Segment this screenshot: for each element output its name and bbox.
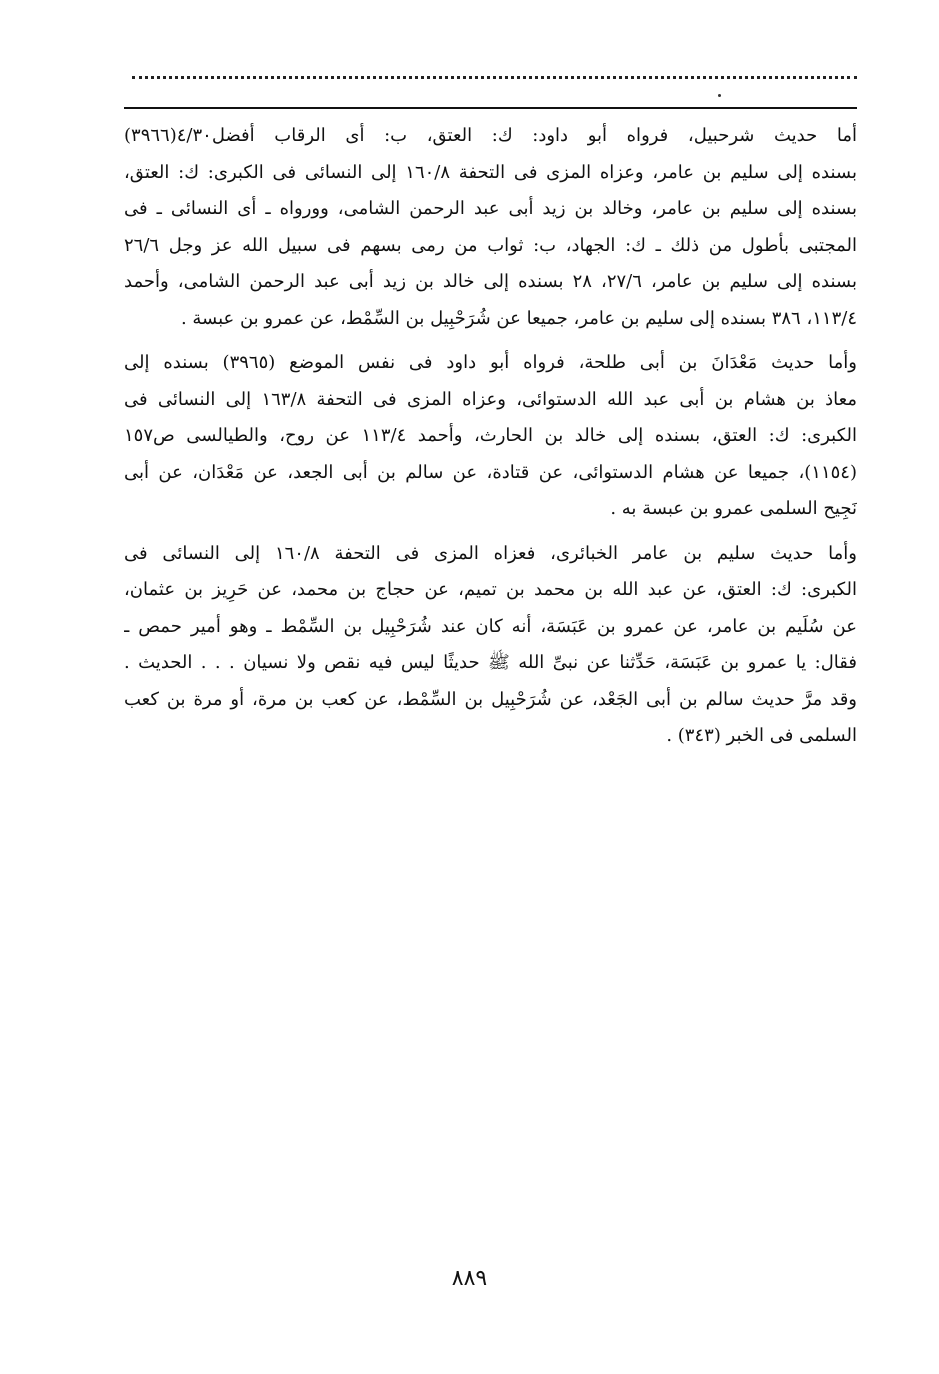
text-line: أما حديث شرحبيل، فرواه أبو داود: ك: العتق، ب: أى الرقاب أفضل٤/٣٠(٣٩٦٦) [124,125,857,146]
text-line: وأما حديث سليم بن عامر الخبائرى، فعزاه المزى فى التحفة ١٦٠/٨ إلى النسائى فى [124,542,857,564]
paragraph-sharhabil [124,118,857,337]
footnote-text [124,118,857,763]
text-line: الكبرى: ك: العتق، بسنده إلى خالد بن الحارث، وأحمد ١١٣/٤ عن روح، والطيالسى ص١٥٧ [124,425,857,446]
footnote-rule [124,107,857,109]
text-line: نَجِيح السلمى عمرو بن عبسة به . [610,498,857,519]
paragraph-madan [124,345,857,528]
text-line: وقد مرَّ حديث سالم بن أبى الجَعْد، عن شُرَحْبِيل بن السِّمْط، عن كعب بن مرة، أو مرة بن كعب [124,688,857,710]
paragraph-sulaym [124,536,857,755]
dotted-separator [132,76,857,79]
text-line: بسنده إلى سليم بن عامر، وخالد بن زيد أبى عبد الرحمن الشامى، وورواه ـ أى النسائى ـ فى [124,198,857,219]
text-line: المجتبى بأطول من ذلك ـ ك: الجهاد، ب: ثواب من رمى بسهم فى سبيل الله عز وجل ٢٦/٦ [124,234,857,256]
text-line: ١١٣/٤، ٣٨٦ بسنده إلى سليم بن عامر، جميعا عن شُرَحْبِيل بن السِّمْط، عن عمرو بن عبسة . [180,307,857,329]
text-line: فقال: يا عمرو بن عَبَسَة، حَدِّثنا عن نبىِّ الله ﷺ حديثًا ليس فيه نقص ولا نسيان . . . الحديث . [124,652,857,673]
text-line: (١١٥٤)، جميعا عن هشام الدستوائى، عن قتادة، عن سالم بن أبى الجعد، عن مَعْدَان، عن أبى [124,461,857,483]
page-number: ٨٨٩ [451,1266,488,1291]
text-line: معاذ بن هشام بن أبى عبد الله الدستوائى، وعزاه المزى فى التحفة ١٦٣/٨ إلى النسائى فى [124,388,857,410]
text-line: عن سُلَيم بن عامر، عن عمرو بن عَبَسَة، أنه كان عند شُرَحْبِيل بن السِّمْط ـ وهو أمير حمص ـ [124,615,857,637]
text-line: بسنده إلى سليم بن عامر، ٢٧/٦، ٢٨ بسنده إلى خالد بن زيد أبى عبد الرحمن الشامى، وأحمد [124,271,857,292]
text-line: السلمى فى الخبر (٣٤٣) . [666,725,857,746]
text-line: بسنده إلى سليم بن عامر، وعزاه المزى فى التحفة ١٦٠/٨ إلى النسائى فى الكبرى: ك: العتق، [124,161,857,183]
text-line: الكبرى: ك: العتق، عن عبد الله بن محمد بن تميم، عن حجاج بن محمد، عن حَرِيز بن عثمان، [124,579,857,600]
stray-dot [718,94,721,97]
text-line: وأما حديث مَعْدَانَ بن أبى طلحة، فرواه أبو داود فى نفس الموضع (٣٩٦٥) بسنده إلى [124,352,857,373]
